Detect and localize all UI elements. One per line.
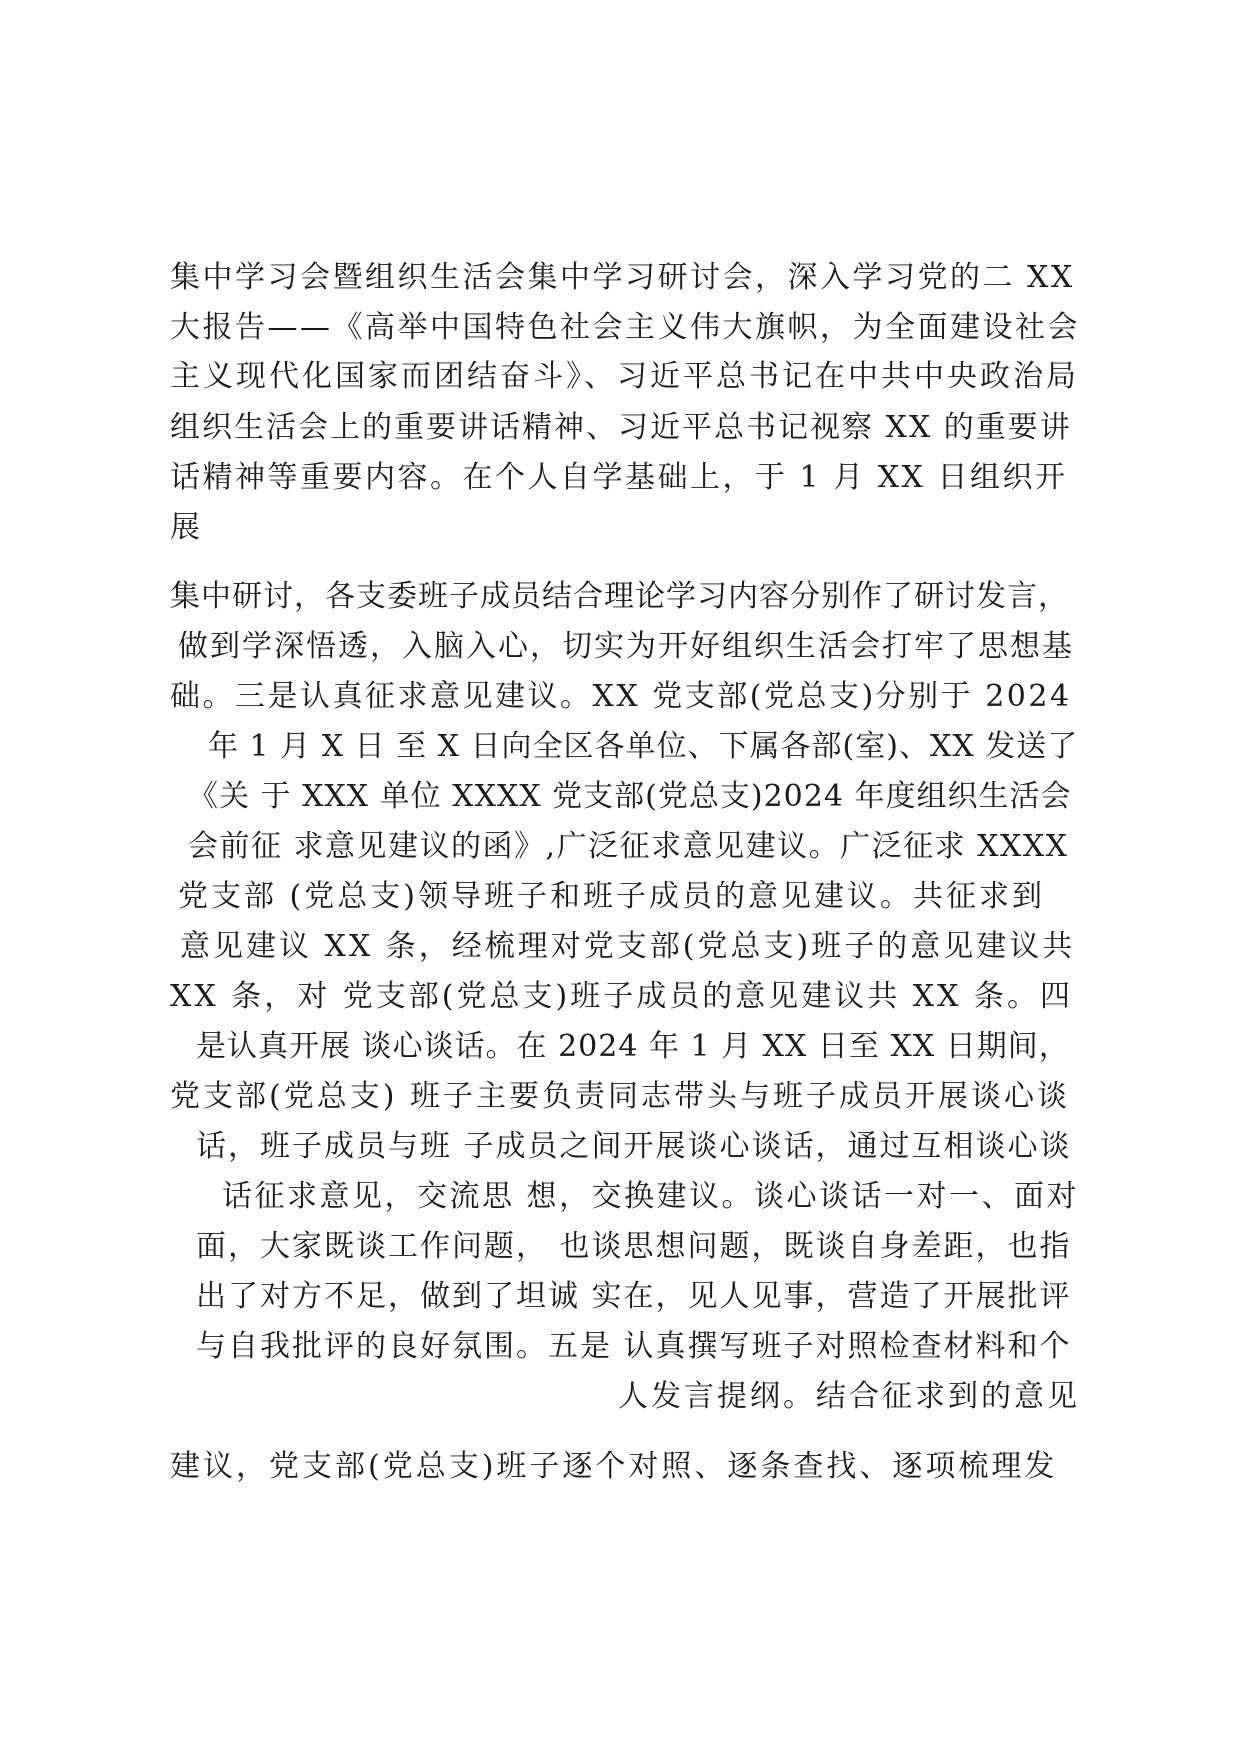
text-line-12-content: 会前征 求意见建议的函》,广泛征求意见建议。广泛征求 XXXX [188, 829, 1069, 864]
text-line-13 [178, 877, 1080, 917]
text-line-22 [196, 1327, 1080, 1367]
text-line-17 [170, 1077, 1080, 1117]
text-line-6 [170, 508, 1080, 548]
text-line-12 [188, 827, 1080, 867]
text-line-6-content: 展 [170, 510, 203, 545]
text-line-7 [170, 577, 1080, 617]
text-line-8-content: 做到学深悟透，入脑入心，切实为开好组织生活会打牢了思想基 [178, 629, 1074, 664]
text-line-9-content: 础。三是认真征求意见建议。XX 党支部(党总支)分别于 2024 [170, 679, 1072, 714]
text-line-16-content: 是认真开展 谈心谈话。在 2024 年 1 月 XX 日至 XX 日期间， [196, 1029, 1070, 1064]
text-line-11-content: 《关 于 XXX 单位 XXXX 党支部(党总支)2024 年度组织生活会 [188, 779, 1072, 814]
text-line-14-content: 意见建议 XX 条，经梳理对党支部(党总支)班子的意见建议共 [180, 929, 1076, 964]
text-line-24-content: 建议，党支部(党总支)班子逐个对照、逐条查找、逐项梳理发 [170, 1449, 1058, 1484]
text-line-15-content: XX 条，对 党支部(党总支)班子成员的意见建议共 XX 条。四 [170, 979, 1073, 1014]
text-line-16 [196, 1027, 1080, 1067]
text-line-7-content: 集中研讨，各支委班子成员结合理论学习内容分别作了研讨发言， [170, 579, 1069, 614]
text-line-23 [170, 1377, 1080, 1417]
text-line-10 [208, 727, 1080, 767]
text-line-19-content: 话征求意见，交流思 想，交换建议。谈心谈话一对一、面对 [222, 1179, 1080, 1214]
text-line-21-content: 出了对方不足，做到了坦诚 实在，见人见事，营造了开展批评 [196, 1279, 1072, 1314]
text-line-17-content: 党支部(党总支) 班子主要负责同志带头与班子成员开展谈心谈 [170, 1079, 1070, 1114]
text-line-9 [170, 677, 1080, 717]
text-line-4-content: 组织生活会上的重要讲话精神、习近平总书记视察 XX 的重要讲 [170, 410, 1072, 445]
text-line-8 [178, 627, 1080, 667]
text-line-24 [170, 1447, 1080, 1487]
text-line-18 [196, 1127, 1080, 1167]
text-line-13-content: 党支部 (党总支)领导班子和班子成员的意见建议。共征求到 [178, 879, 1045, 914]
text-line-20-content: 面，大家既谈工作问题， 也谈思想问题，既谈自身差距，也指 [196, 1229, 1072, 1264]
text-line-10-content: 年 1 月 X 日 至 X 日向全区各单位、下属各部(室)、XX 发送了 [208, 729, 1079, 764]
text-line-21 [196, 1277, 1080, 1317]
text-line-15 [170, 977, 1080, 1017]
text-line-5-content: 话精神等重要内容。在个人自学基础上，于 1 月 XX 日组织开 [170, 460, 1068, 495]
text-line-14 [180, 927, 1080, 967]
text-line-11 [188, 777, 1080, 817]
text-line-18-content: 话，班子成员与班 子成员之间开展谈心谈话，通过互相谈心谈 [196, 1129, 1072, 1164]
text-line-20 [196, 1227, 1080, 1267]
text-line-1 [170, 258, 1080, 298]
text-line-1-content: 集中学习会暨组织生活会集中学习研讨会，深入学习党的二 XX [170, 260, 1075, 295]
text-line-23-content: 人发言提纲。结合征求到的意见 [618, 1379, 1080, 1414]
text-line-2 [170, 308, 1080, 348]
text-line-4 [170, 408, 1080, 448]
text-line-3-content: 主义现代化国家而团结奋斗》、习近平总书记在中共中央政治局 [170, 359, 1079, 394]
text-line-3 [170, 357, 1080, 397]
text-line-19 [222, 1177, 1080, 1217]
text-line-2-content: 大报告——《高举中国特色社会主义伟大旗帜，为全面建设社会 [170, 310, 1080, 345]
text-line-22-content: 与自我批评的良好氛围。五是 认真撰写班子对照检查材料和个 [196, 1329, 1072, 1364]
text-line-5 [170, 458, 1080, 498]
